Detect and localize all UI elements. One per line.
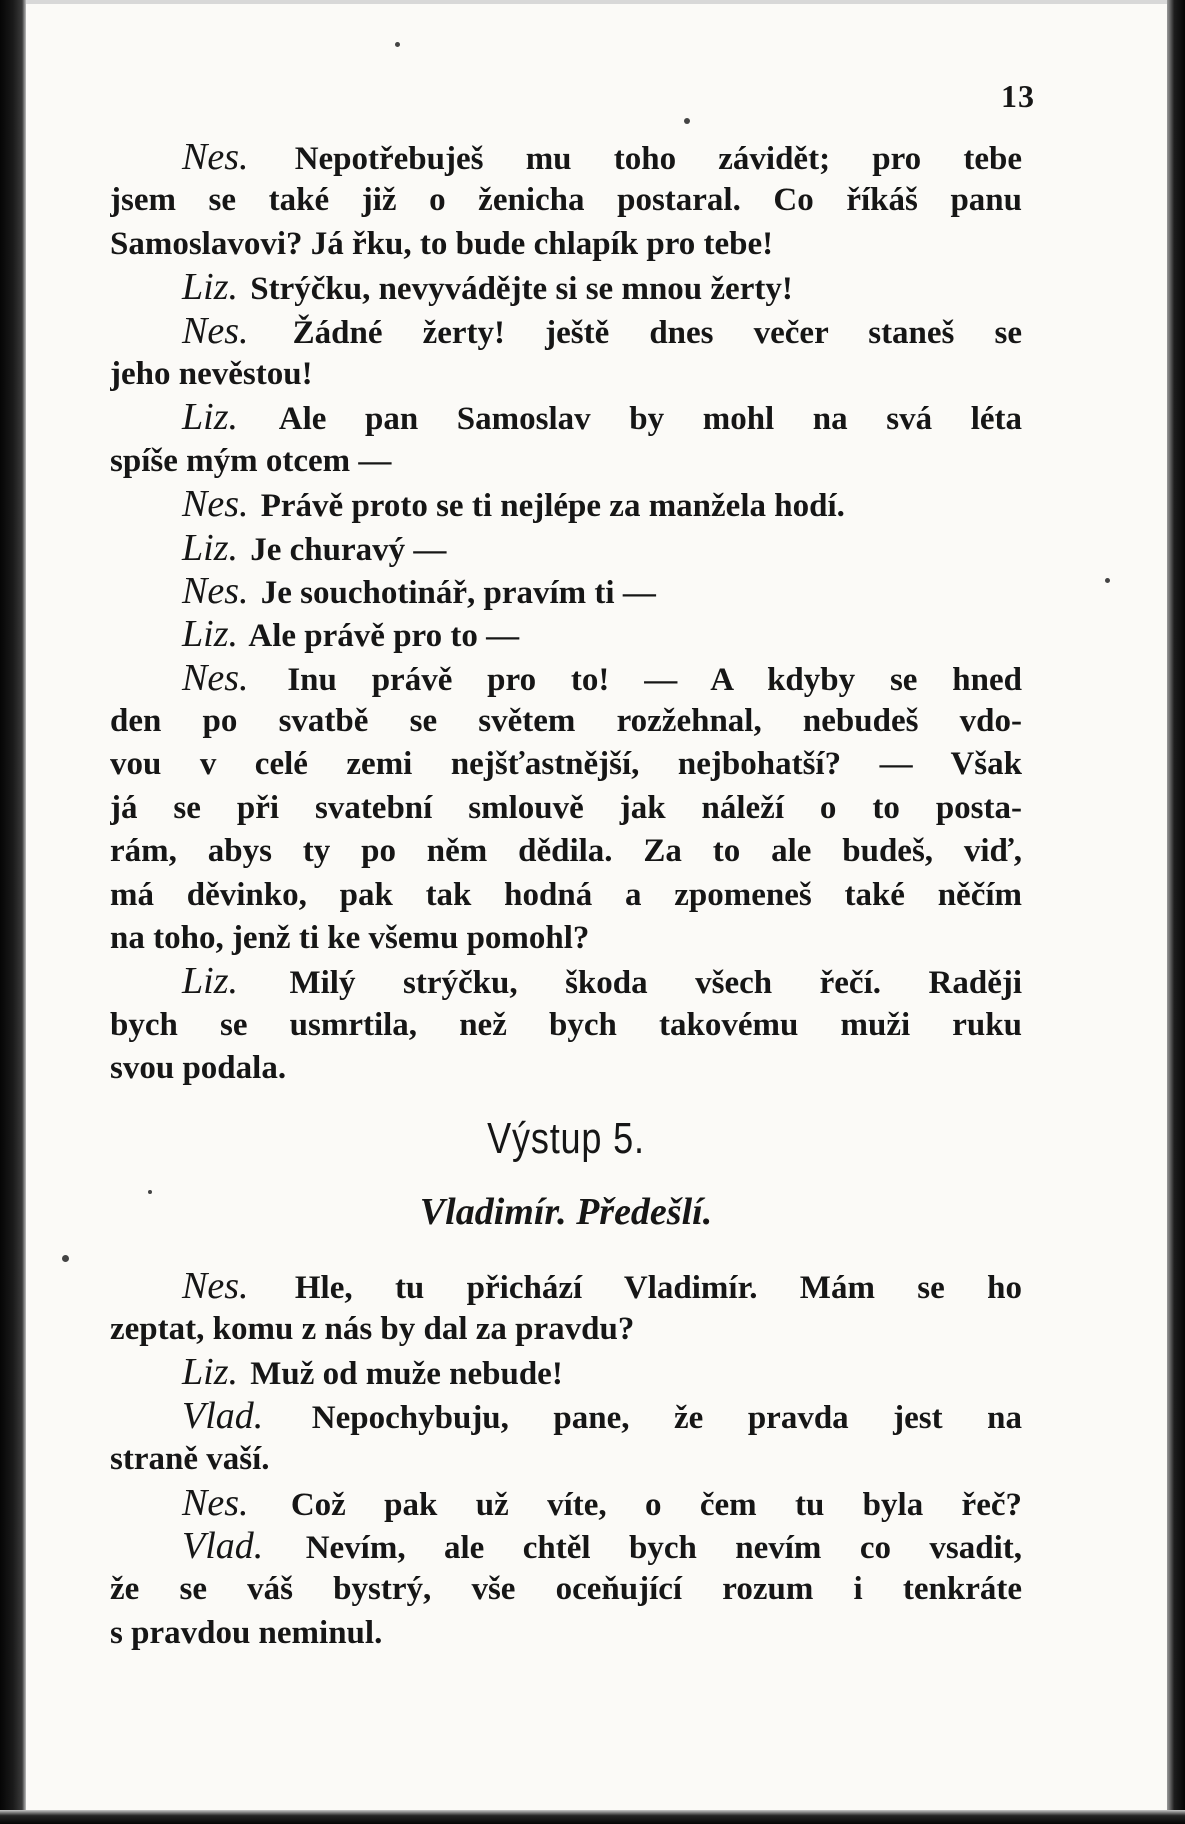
text-line: [110, 483, 1022, 526]
scan-edge-top: [0, 0, 1185, 4]
scene-title: Výstup 5.: [487, 1113, 645, 1163]
text-line: [110, 1438, 1022, 1481]
text-line: [110, 743, 1022, 786]
dialogue-block-1: [110, 136, 1022, 1091]
text-line: [110, 1482, 1022, 1525]
text-line: [110, 917, 1022, 960]
line-text: má děvinko, pak tak hodná a zpomeneš také něčím: [110, 876, 1022, 913]
text-line: [110, 787, 1022, 830]
text-line: [110, 353, 1022, 396]
line-text: rám, abys ty po něm dědila. Za to ale budeš, viď,: [110, 833, 1022, 870]
line-text: jeho nevěstou!: [110, 355, 313, 392]
line-text: Je churavý —: [241, 531, 447, 568]
speaker-name: Vlad.: [182, 1394, 264, 1437]
line-text: Nevím, ale chtěl bych nevím co vsadit,: [267, 1529, 1022, 1566]
scan-speck: [1105, 578, 1110, 583]
scene-characters: Vladimír. Předešlí.: [419, 1190, 713, 1233]
speaker-name: Nes.: [182, 1264, 249, 1307]
line-text: Hle, tu přichází Vladimír. Mám se ho: [252, 1269, 1022, 1306]
line-text: Nepotřebuješ mu toho závidět; pro tebe: [252, 141, 1022, 177]
line-text: Strýčku, nevyvádějte si se mnou žerty!: [241, 271, 793, 308]
line-text: Ale pan Samoslav by mohl na svá léta: [241, 401, 1022, 438]
text-line: [110, 570, 1022, 613]
line-text: zeptat, komu z nás by dal za pravdu?: [110, 1310, 635, 1347]
text-line: [110, 527, 1022, 570]
line-text: Inu právě pro to! — A kdyby se hned: [252, 661, 1022, 698]
line-text: Ale právě pro to —: [241, 618, 520, 655]
line-text: já se při svatební smlouvě jak náleží o to posta-: [110, 789, 1022, 826]
dialogue-block-2: [110, 1265, 1022, 1656]
text-line: [110, 440, 1022, 483]
speaker-name: Nes.: [182, 309, 249, 352]
text-line: [110, 1525, 1022, 1568]
scan-edge-right: [1167, 0, 1185, 1824]
text-line: [110, 830, 1022, 873]
line-text: vou v celé zemi nejšťastnější, nejbohatší? — Však: [110, 746, 1022, 783]
speaker-name: Nes.: [182, 136, 249, 178]
text-line: [110, 1308, 1022, 1351]
text-line: [110, 266, 1022, 309]
text-line: [110, 874, 1022, 917]
text-line: [110, 1612, 1022, 1655]
text-line: [110, 310, 1022, 353]
line-text: Žádné žerty! ještě dnes večer staneš se: [252, 314, 1022, 351]
line-text: straně vaší.: [110, 1441, 270, 1478]
text-line: [110, 613, 1022, 656]
line-text: Je souchotinář, pravím ti —: [252, 574, 656, 611]
scan-edge-bottom: [0, 1810, 1185, 1824]
line-text: Právě proto se ti nejlépe za manžela hodí.: [252, 488, 845, 525]
scan-speck: [395, 42, 400, 47]
speaker-name: Liz.: [182, 526, 238, 569]
speaker-name: Vlad.: [182, 1524, 264, 1567]
text-line: [110, 223, 1022, 266]
line-text: jsem se také již o ženicha postaral. Co říkáš panu: [110, 182, 1022, 219]
text-line: [110, 657, 1022, 700]
speaker-name: Liz.: [182, 396, 238, 439]
text-line: [110, 396, 1022, 439]
speaker-name: Nes.: [182, 569, 249, 612]
text-line: [110, 1568, 1022, 1611]
speaker-name: Liz.: [182, 1351, 238, 1394]
page-body: [110, 136, 1022, 1655]
text-line: [110, 179, 1022, 222]
text-line: [110, 700, 1022, 743]
line-text: Což pak už víte, o čem tu byla řeč?: [252, 1486, 1022, 1523]
line-text: svou podala.: [110, 1050, 287, 1087]
line-text: s pravdou neminul.: [110, 1614, 383, 1651]
speaker-name: Nes.: [182, 483, 249, 526]
line-text: bych se usmrtila, než bych takovému muži ruku: [110, 1006, 1022, 1043]
speaker-name: Liz.: [182, 960, 238, 1003]
line-text: že se váš bystrý, vše oceňující rozum i tenkráte: [110, 1571, 1022, 1608]
speaker-name: Nes.: [182, 1481, 249, 1524]
scan-speck: [684, 118, 690, 124]
line-text: Samoslavovi? Já řku, to bude chlapík pro tebe!: [110, 225, 774, 262]
page-number: 13: [1001, 78, 1035, 114]
line-text: Nepochybuju, pane, že pravda jest na: [267, 1399, 1022, 1436]
speaker-name: Liz.: [182, 266, 238, 309]
text-line: [110, 960, 1022, 1003]
text-line: [110, 1265, 1022, 1308]
scan-edge-left: [0, 0, 26, 1824]
text-line: [110, 136, 1022, 179]
text-line: [110, 1047, 1022, 1090]
text-line: [110, 1004, 1022, 1047]
scan-speck: [62, 1255, 69, 1262]
text-line: [110, 1395, 1022, 1438]
line-text: Milý strýčku, škoda všech řečí. Raději: [241, 965, 1022, 1002]
line-text: den po svatbě se světem rozžehnal, nebudeš vdo-: [110, 703, 1022, 740]
line-text: na toho, jenž ti ke všemu pomohl?: [110, 920, 590, 957]
text-line: [110, 1351, 1022, 1394]
line-text: Muž od muže nebude!: [241, 1356, 563, 1393]
speaker-name: Nes.: [182, 656, 249, 699]
speaker-name: Liz.: [182, 613, 238, 656]
line-text: spíše mým otcem —: [110, 442, 392, 479]
